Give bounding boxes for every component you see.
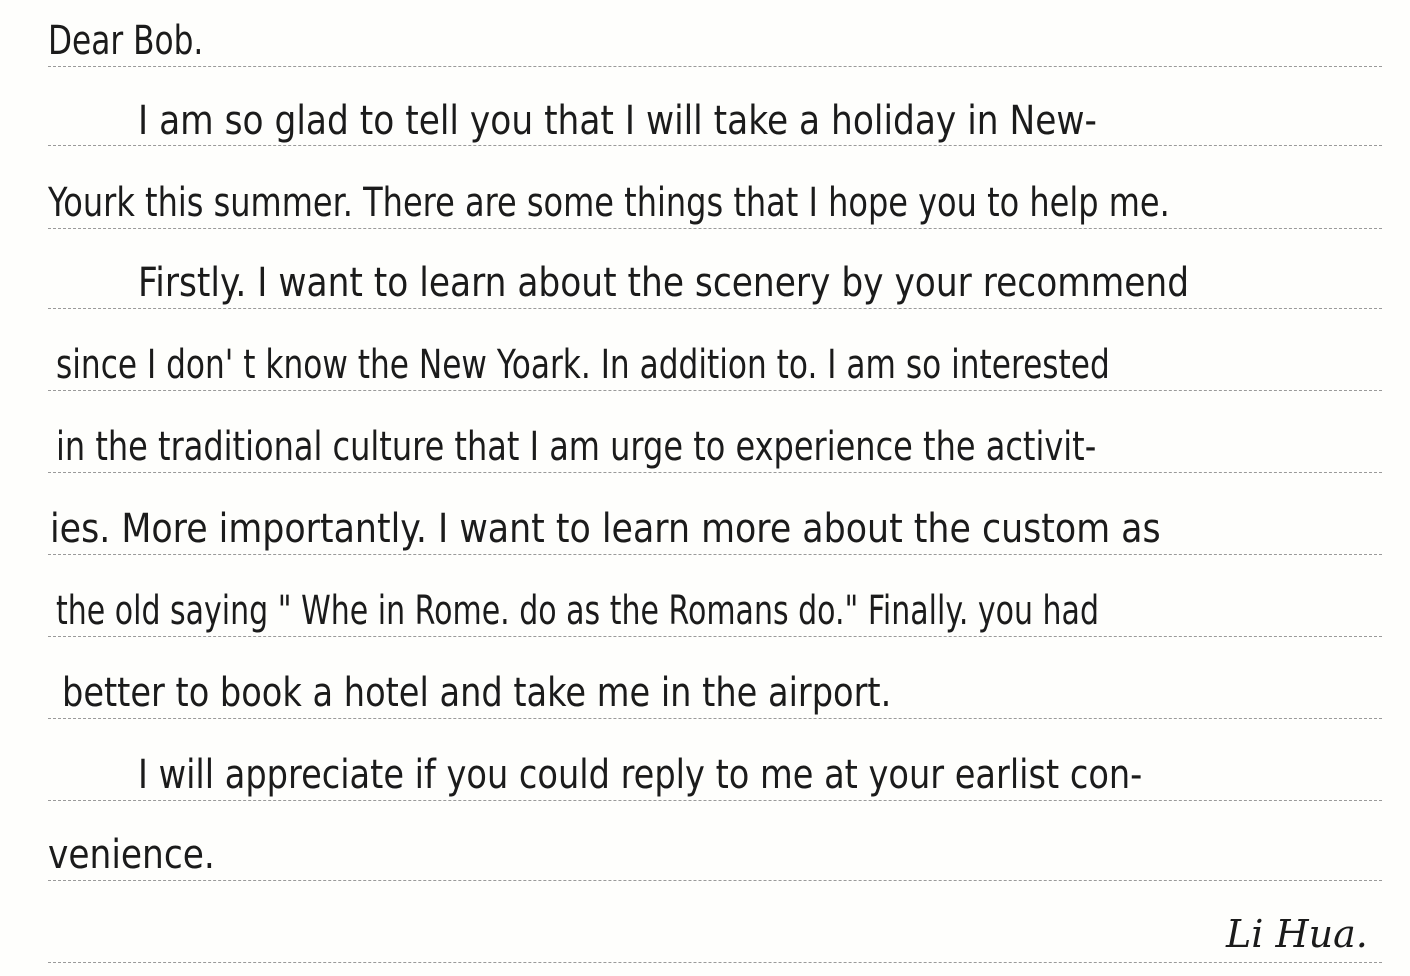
letter-line: I will appreciate if you could reply to me at your earlist con-	[138, 752, 1143, 798]
letter-greeting: Dear Bob.	[48, 18, 204, 64]
letter-line: I am so glad to tell you that I will take a holiday in New-	[138, 98, 1097, 144]
letter-line: Firstly. I want to learn about the scenery by your recommend	[138, 260, 1190, 306]
letter-line: venience.	[48, 832, 215, 878]
ruled-line	[48, 472, 1382, 473]
ruled-line	[48, 880, 1382, 881]
ruled-line	[48, 636, 1382, 637]
letter-line: ies. More importantly. I want to learn more about the custom as	[50, 506, 1161, 552]
letter-signature: Li Hua.	[1226, 912, 1368, 956]
ruled-line	[48, 390, 1382, 391]
letter-line: better to book a hotel and take me in the airport.	[62, 670, 892, 716]
ruled-line	[48, 718, 1382, 719]
letter-line: in the traditional culture that I am urge to experience the activit-	[56, 424, 1097, 470]
ruled-line	[48, 66, 1382, 67]
ruled-line	[48, 308, 1382, 309]
ruled-line	[48, 145, 1382, 146]
ruled-line	[48, 554, 1382, 555]
letter-line: Yourk this summer. There are some things that I hope you to help me.	[48, 180, 1170, 226]
letter-line: since I don' t know the New Yoark. In addition to. I am so interested	[56, 342, 1110, 388]
ruled-line	[48, 228, 1382, 229]
letter-line: the old saying " Whe in Rome. do as the Romans do." Finally. you had	[56, 588, 1099, 634]
ruled-line	[48, 800, 1382, 801]
ruled-line	[48, 962, 1382, 963]
